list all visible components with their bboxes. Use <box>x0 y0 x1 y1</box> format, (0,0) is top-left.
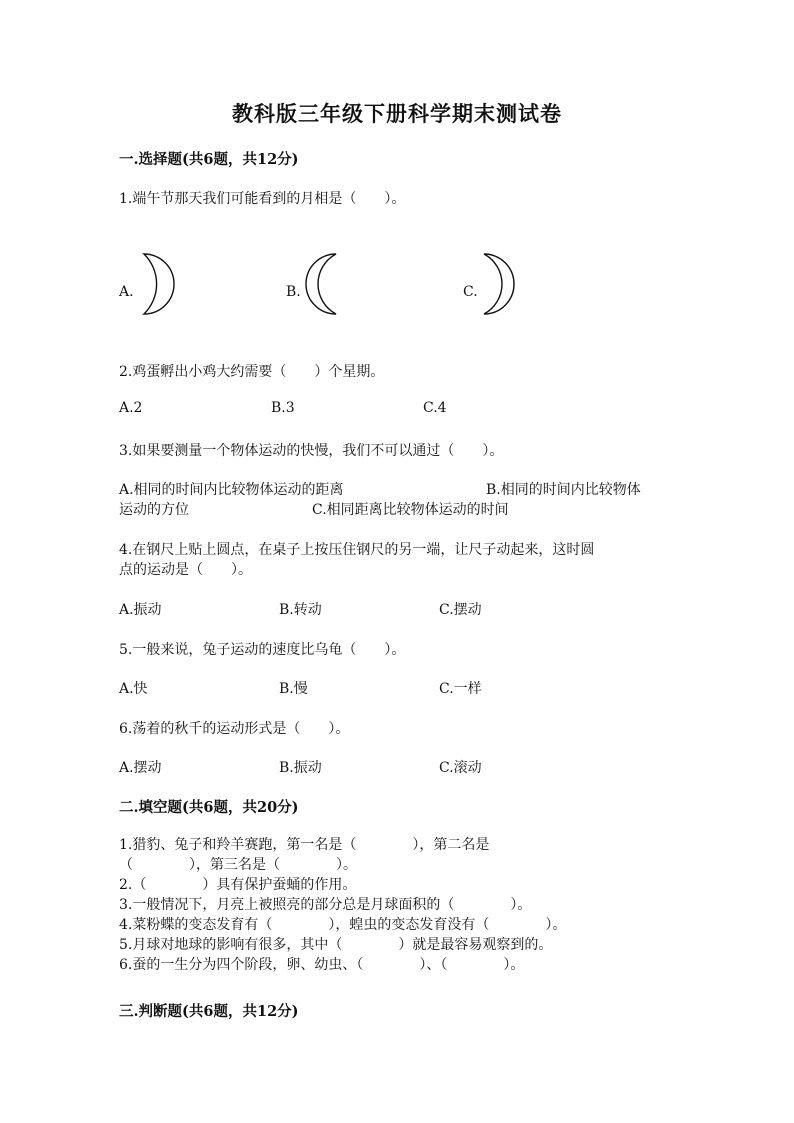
section-heading-fill: 二.填空题(共6题，共20分) <box>119 799 299 816</box>
moon-crescent-left-icon <box>300 252 340 316</box>
option-4c: C.摆动 <box>439 602 482 618</box>
option-5b: B.慢 <box>279 681 308 697</box>
fill-line-1: 1.猎豹、兔子和羚羊赛跑，第一名是（ ），第二名是 <box>119 837 490 853</box>
option-4a: A.振动 <box>119 602 162 618</box>
question-3: 3.如果要测量一个物体运动的快慢，我们不可以通过（ ）。 <box>119 443 504 459</box>
option-3b-continued: 运动的方位 <box>119 502 189 518</box>
exam-title: 教科版三年级下册科学期末测试卷 <box>232 101 562 126</box>
question-5: 5.一般来说，兔子运动的速度比乌龟（ ）。 <box>119 642 406 658</box>
option-2a: A.2 <box>119 400 143 416</box>
option-3b: B.相同的时间内比较物体 <box>486 482 641 498</box>
section-heading-judge: 三.判断题(共6题，共12分) <box>119 1003 299 1020</box>
option-1a: A. <box>119 284 134 300</box>
moon-crescent-right-icon <box>480 252 524 316</box>
option-1c: C. <box>463 284 478 300</box>
option-4b: B.转动 <box>279 602 322 618</box>
fill-line-6: 6.蚕的一生分为四个阶段，卵、幼虫、（ ）、（ ）。 <box>119 957 525 973</box>
option-2c: C.4 <box>423 400 447 416</box>
option-1b: B. <box>286 284 301 300</box>
moon-crescent-right-icon <box>138 252 178 316</box>
question-4-line-1: 4.在钢尺上贴上圆点，在桌子上按压住钢尺的另一端，让尺子动起来，这时圆 <box>119 542 595 558</box>
option-2b: B.3 <box>271 400 295 416</box>
question-4-line-2: 点的运动是（ ）。 <box>119 562 252 578</box>
fill-line-5: 5.月球对地球的影响有很多，其中（ ）就是最容易观察到的。 <box>119 937 553 953</box>
fill-line-4: 4.菜粉蝶的变态发育有（ ），蝗虫的变态发育没有（ ）。 <box>119 917 567 933</box>
option-5a: A.快 <box>119 681 148 697</box>
option-3a: A.相同的时间内比较物体运动的距离 <box>119 482 344 498</box>
question-1: 1.端午节那天我们可能看到的月相是（ ）。 <box>119 191 406 207</box>
question-6: 6.荡着的秋千的运动形式是（ ）。 <box>119 721 350 737</box>
fill-line-3: 3.一般情况下，月亮上被照亮的部分总是月球面积的（ ）。 <box>119 897 532 913</box>
fill-line-1-continued: （ ），第三名是（ ）。 <box>119 857 357 873</box>
option-5c: C.一样 <box>439 681 482 697</box>
section-heading-choice: 一.选择题(共6题，共12分) <box>119 151 299 168</box>
question-2: 2.鸡蛋孵出小鸡大约需要（ ）个星期。 <box>119 364 385 380</box>
option-3c: C.相同距离比较物体运动的时间 <box>312 502 509 518</box>
fill-line-2: 2.（ ）具有保护蚕蛹的作用。 <box>119 877 357 893</box>
option-6a: A.摆动 <box>119 760 162 776</box>
option-6c: C.滚动 <box>439 760 482 776</box>
option-6b: B.振动 <box>279 760 322 776</box>
